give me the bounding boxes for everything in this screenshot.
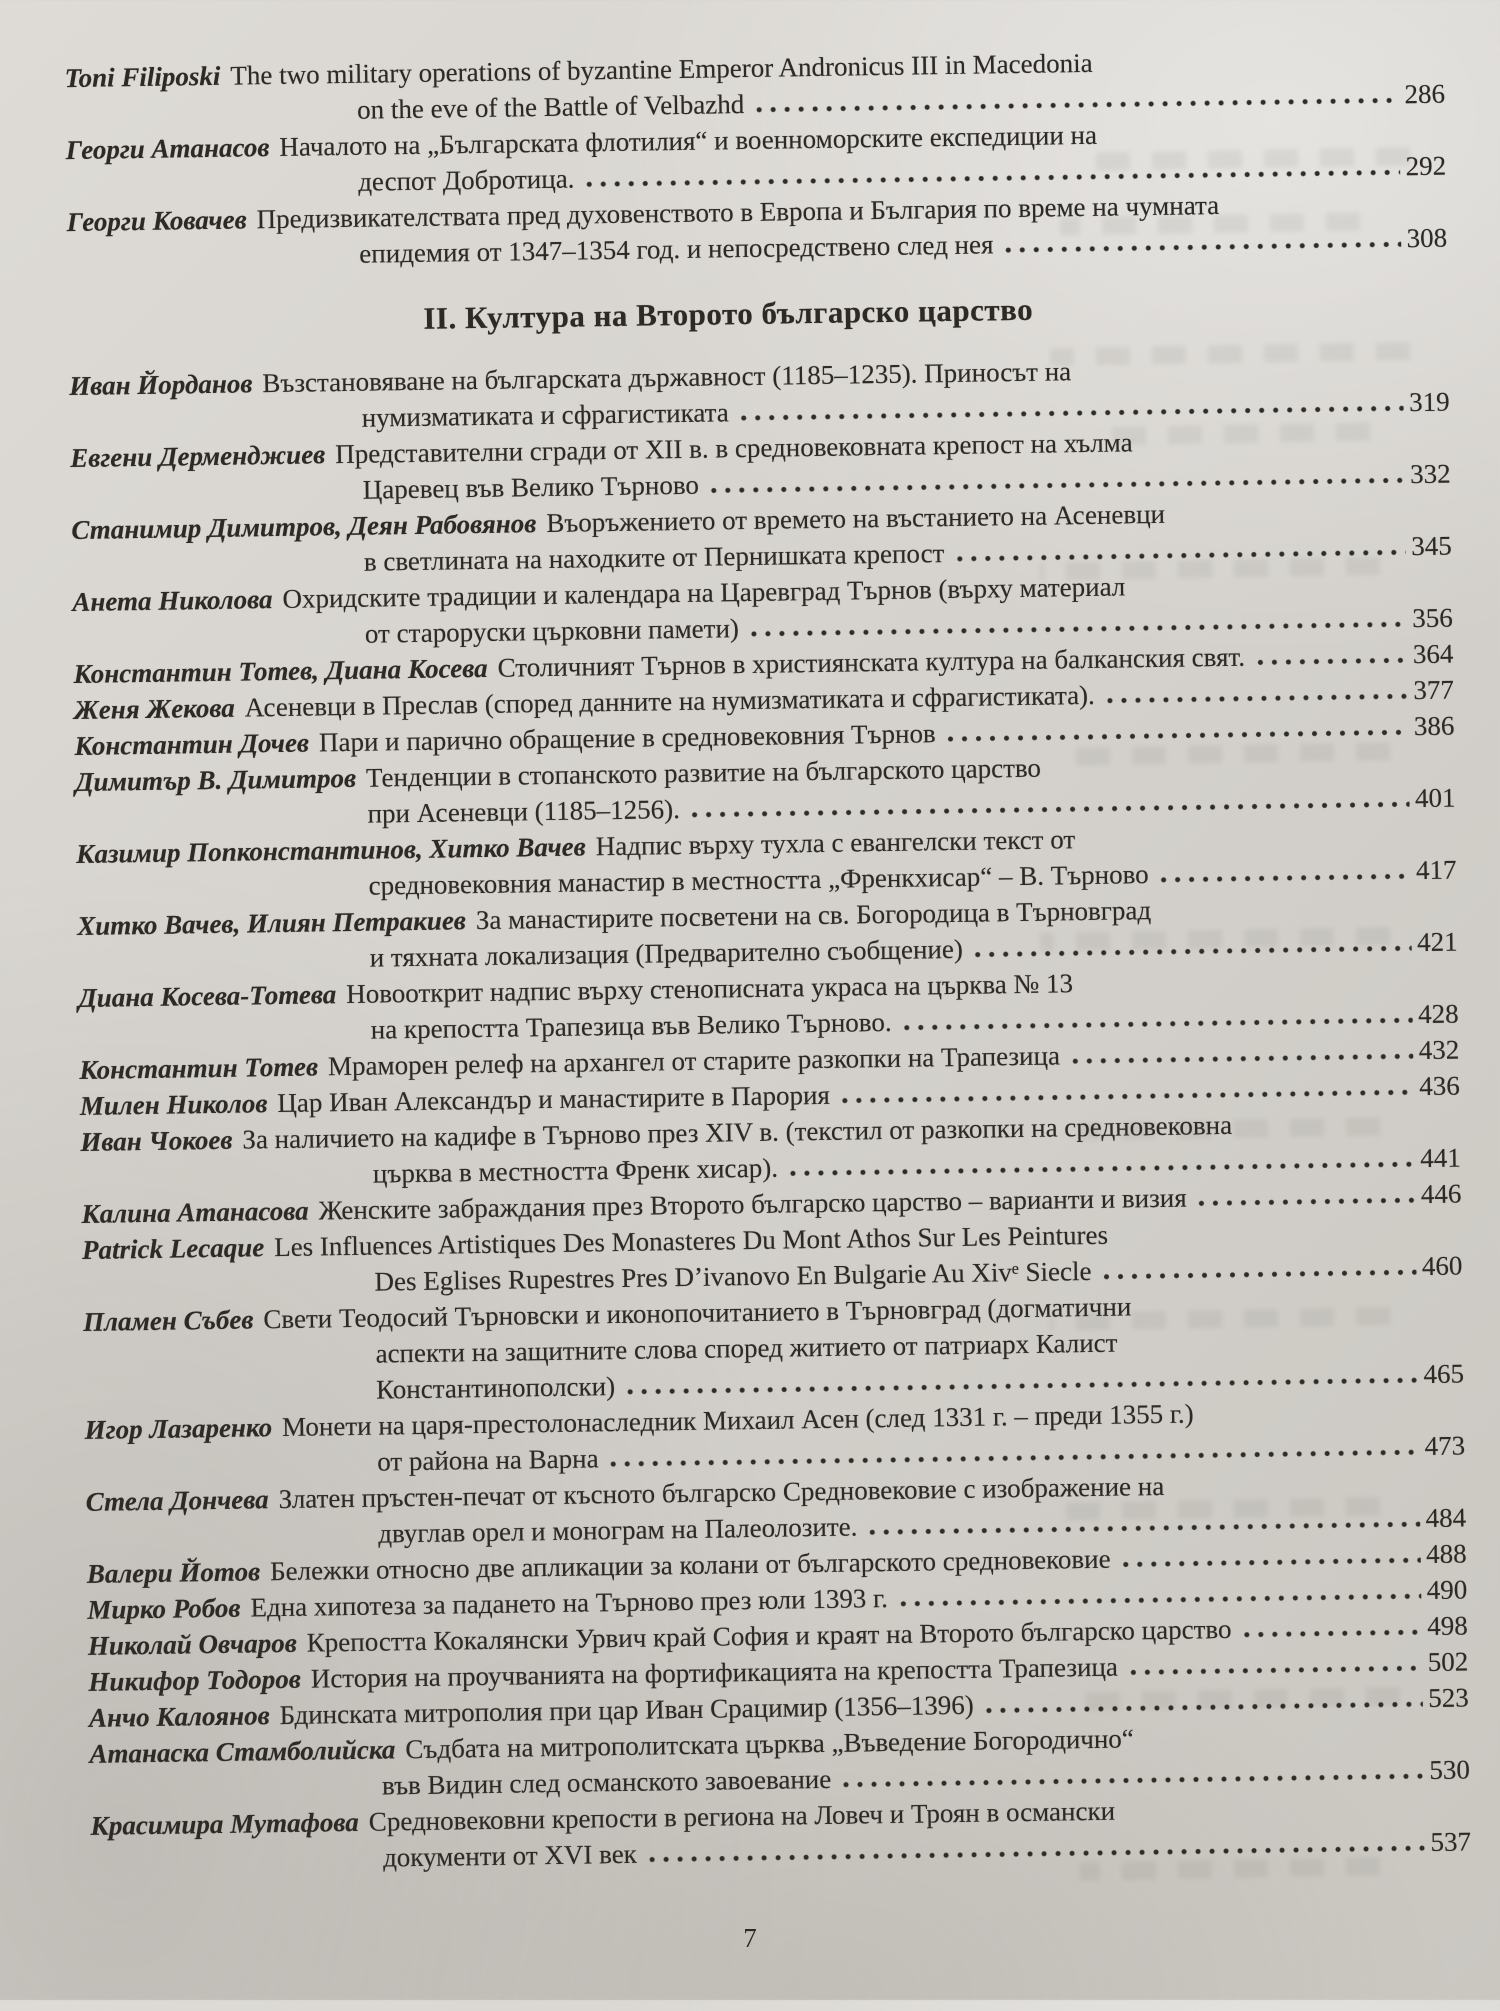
entry-author: Красимира Мутафова	[90, 1806, 360, 1841]
entry-title-text: Бдинската митрополия при цар Иван Срацимир (1356–1396)	[279, 1689, 975, 1731]
dot-leader	[866, 1520, 1419, 1537]
page-number: 530	[1429, 1754, 1471, 1786]
toc-entry	[83, 1283, 1464, 1411]
toc-section-culture	[69, 348, 1471, 1880]
entry-title-text: от района на Варна	[376, 1443, 599, 1477]
entry-title-text: от староруски църковни памети)	[364, 613, 740, 649]
entry-author: Евгени Дерменджиев	[70, 439, 326, 474]
entry-title-text: Бележки относно две апликации за колани от българското средновековие	[269, 1543, 1111, 1587]
entry-title-text: Началото на „Българската флотилия“ и военноморските експедиции на	[279, 119, 1098, 162]
entry-author: Диана Косева-Тотева	[78, 979, 337, 1013]
page-number-footer: 7	[743, 1923, 757, 1953]
dot-leader	[945, 728, 1408, 744]
dot-leader	[753, 96, 1398, 115]
entry-author: Валери Йотов	[86, 1556, 261, 1589]
page-number: 417	[1415, 854, 1457, 886]
entry-author: Пламен Събев	[82, 1304, 254, 1337]
dot-leader	[1069, 1052, 1413, 1066]
dot-leader	[787, 1160, 1414, 1178]
entry-title-text: Една хипотеза за падането на Търново през юли 1393 г.	[250, 1583, 889, 1623]
entry-title-text: Надпис върху тухла с евангелски текст от	[595, 824, 1076, 862]
entry-title-text: Женските забраждания през Второто българско царство – варианти и визия	[318, 1182, 1187, 1226]
page-number: 319	[1408, 386, 1450, 418]
dot-leader	[1120, 1556, 1421, 1569]
dot-leader	[972, 944, 1411, 960]
entry-title-text: аспекти на защитните слова според житието от патриарх Калист	[375, 1327, 1118, 1369]
entry-author: Хитко Вачев, Илиян Петракиев	[76, 905, 467, 941]
page-number: 446	[1420, 1178, 1462, 1210]
entry-title-text: средновековния манастир в местността „Френкхисар“ – В. Търново	[368, 859, 1149, 901]
page-number: 308	[1406, 222, 1448, 254]
entry-title-text: Новооткрит надпис върху стенописната украса на църква № 13	[346, 968, 1074, 1010]
entry-author: Анета Николова	[72, 584, 273, 618]
page-number: 490	[1426, 1574, 1468, 1606]
entry-title-text: За наличието на кадифе в Търново през XIV в. (текстил от разкопки на средновековна	[242, 1109, 1233, 1155]
entry-title-text: при Асеневци (1185–1256).	[367, 794, 681, 829]
page-number: 356	[1412, 602, 1453, 634]
page-number: 401	[1414, 782, 1456, 814]
entry-title-text: Царевец във Велико Търново	[362, 469, 700, 505]
entry-author: Женя Жекова	[73, 692, 235, 726]
toc-section-previous	[64, 40, 1447, 276]
entry-title-text: Средновековни крепости в региона на Ловеч и Троян в османски	[368, 1795, 1116, 1837]
dot-leader	[738, 404, 1403, 423]
entry-author: Казимир Попконстантинов, Хитко Вачев	[75, 831, 586, 869]
entry-author: Стела Дончева	[85, 1484, 269, 1517]
entry-author: Patrick Lecaque	[81, 1232, 265, 1265]
entry-author: Константин Дочев	[74, 727, 310, 762]
dot-leader	[897, 1592, 1421, 1609]
page-number: 523	[1428, 1682, 1470, 1714]
page-number: 465	[1423, 1358, 1465, 1390]
dot-leader	[1002, 240, 1400, 255]
entry-title-text: on the eve of the Battle of Velbazhd	[356, 89, 745, 125]
dot-leader	[839, 1088, 1414, 1106]
entry-title-text: нумизматиката и сфрагистиката	[361, 397, 729, 433]
entry-title-text: Монети на царя-престолонаследник Михаил Асен (след 1331 г. – преди 1355 г.)	[281, 1398, 1194, 1443]
entry-author: Иван Йорданов	[68, 368, 253, 402]
entry-title-text: Възстановяване на българската държавност (1185–1235). Приносът на	[262, 356, 1072, 399]
page-number: 364	[1412, 638, 1454, 670]
dot-leader	[953, 548, 1405, 564]
entry-title-text: в светлината на находките от Пернишката крепост	[363, 538, 945, 577]
entry-author: Милен Николов	[79, 1088, 268, 1121]
entry-author: Константин Тотев	[79, 1051, 319, 1085]
page-number: 421	[1416, 926, 1458, 958]
entry-title-text: църква в местността Френк хисар).	[372, 1152, 779, 1189]
entry-title-text: във Видин след османското завоевание	[381, 1763, 832, 1801]
entry-title-text: Въоръжението от времето на въстанието на Асеневци	[546, 498, 1166, 538]
dot-leader	[983, 1700, 1423, 1716]
dot-leader	[1104, 692, 1408, 706]
page-number: 377	[1413, 674, 1455, 706]
entry-title-text: Свети Теодосий Търновски и иконопочитанието в Търновград (догматични	[263, 1291, 1132, 1335]
dot-leader	[1127, 1664, 1422, 1677]
page-number: 286	[1404, 78, 1446, 110]
entry-title-text: Предизвикателствата пред духовенството в Европа и България по време на чумната	[256, 189, 1220, 235]
page-number: 460	[1421, 1250, 1463, 1282]
entry-title-text: на крепостта Трапезица във Велико Търново.	[370, 1006, 892, 1045]
entry-title-text: Столичният Търнов в християнската култура на балканския свят.	[497, 641, 1246, 683]
entry-author: Георги Ковачев	[66, 204, 247, 238]
dot-leader	[901, 1016, 1413, 1033]
entry-author: Станимир Димитров, Деян Рабовянов	[71, 508, 537, 546]
entry-author: Димитър В. Димитров	[74, 762, 357, 798]
entry-title-text: и тяхната локализация (Предварително съобщение)	[369, 933, 964, 973]
entry-title-text: Мраморен релеф на архангел от старите разкопки на Трапезица	[327, 1040, 1061, 1082]
entry-author: Анчо Калоянов	[88, 1700, 270, 1733]
page-number: 332	[1409, 458, 1451, 490]
entry-title-text: Les Influences Artistiques Des Monasteres Du Mont Athos Sur Les Peintures	[273, 1219, 1109, 1263]
page-number: 473	[1424, 1430, 1466, 1462]
entry-title-text: История на проучванията на фортификацията на крепостта Трапезица	[310, 1651, 1119, 1694]
entry-title-text: Пари и парично обращение в средновековния Търнов	[318, 718, 936, 758]
entry-title-text: епидемия от 1347–1354 год. и непосредствено след нея	[359, 229, 994, 269]
page-number: 488	[1425, 1538, 1467, 1570]
entry-author: Николай Овчаров	[87, 1627, 298, 1661]
page-number: 292	[1405, 150, 1447, 182]
page-number: 498	[1427, 1610, 1468, 1642]
entry-author: Игор Лазаренко	[84, 1412, 273, 1445]
dot-leader	[1196, 1196, 1415, 1208]
entry-title-text: деспот Добротица.	[357, 163, 575, 197]
page-number: 537	[1430, 1826, 1472, 1858]
dot-leader	[646, 1844, 1425, 1865]
page-number: 432	[1418, 1034, 1460, 1066]
entry-author: Георги Атанасов	[65, 132, 270, 166]
dot-leader	[840, 1772, 1423, 1790]
entry-title-text: Златен пръстен-печат от късното българско Средновековие с изображение на	[278, 1470, 1165, 1515]
dot-leader	[1101, 1268, 1417, 1282]
page-number: 386	[1413, 710, 1455, 742]
entry-title-text: Охридските традиции и календара на Царевград Търнов (върху материал	[282, 571, 1126, 614]
entry-title-text: документи от XVI век	[382, 1838, 638, 1873]
entry-author: Мирко Робов	[87, 1592, 241, 1625]
page-number: 345	[1410, 530, 1452, 562]
dot-leader	[708, 476, 1404, 495]
dot-leader	[1240, 1628, 1421, 1640]
page-number: 428	[1417, 998, 1459, 1030]
dot-leader	[748, 620, 1407, 639]
entry-title-text: Константинополски)	[375, 1371, 616, 1405]
entry-author: Никифор Тодоров	[88, 1663, 302, 1697]
entry-author: Иван Чокоев	[80, 1124, 233, 1157]
dot-leader	[1158, 872, 1410, 885]
entry-title-text: Des Eglises Rupestres Pres D’ivanovo En Bulgarie Au Xivᵉ Siecle	[374, 1255, 1092, 1297]
entry-author: Калина Атанасова	[81, 1195, 309, 1229]
dot-leader	[1254, 656, 1407, 667]
page-number: 502	[1427, 1646, 1469, 1678]
entry-author: Константин Тотев, Диана Косева	[73, 652, 488, 690]
page-number: 484	[1425, 1502, 1467, 1534]
entry-title-text: Представителни сгради от XII в. в средновековната крепост на хълма	[335, 427, 1133, 470]
entry-title-text: The two military operations of byzantine Emperor Andronicus III in Macedonia	[230, 47, 1093, 91]
entry-title-text: Асеневци в Преслав (според данните на нумизматиката и сфрагистиката).	[244, 679, 1096, 723]
entry-author: Атанаска Стамболийска	[89, 1734, 396, 1769]
entry-title-text: Крепостта Кокалянски Урвич край София и краят на Второто българско царство	[306, 1613, 1232, 1658]
entry-title-text: Тенденции в стопанското развитие на българското царство	[365, 752, 1042, 793]
entry-title-text: двуглав орел и монограм на Палеолозите.	[378, 1511, 858, 1549]
page-number: 441	[1420, 1142, 1462, 1174]
section-title: II. Култура на Второто българско царство	[423, 291, 1034, 336]
entry-title-text: Цар Иван Александър и манастирите в Парория	[277, 1079, 831, 1119]
entry-title-text: Съдбата на митрополитската църква „Въведение Богородично“	[405, 1723, 1134, 1765]
page-number: 436	[1419, 1070, 1460, 1102]
entry-title-text: За манастирите посветени на св. Богородица в Търновград	[475, 895, 1152, 936]
entry-author: Toni Filiposki	[64, 60, 221, 94]
